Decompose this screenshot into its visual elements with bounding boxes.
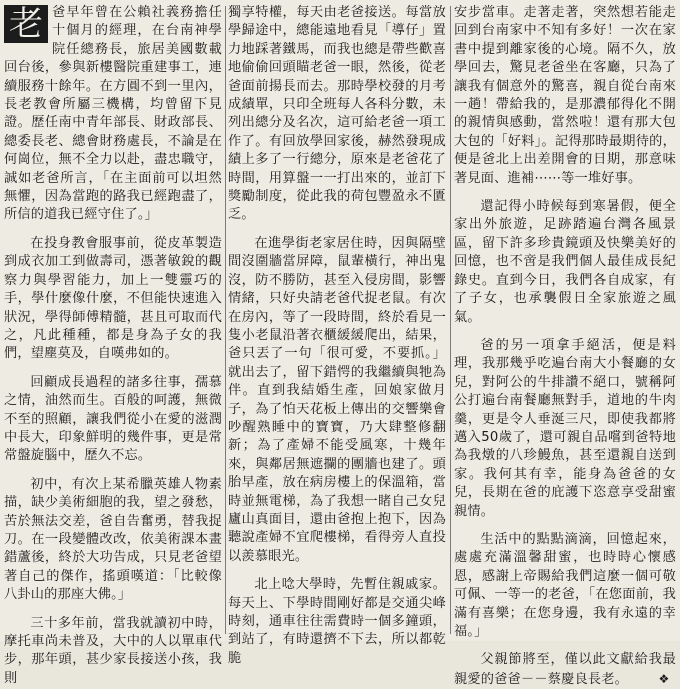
paragraph: 安步當車。走著走著，突然想若能走回到台南家中不知有多好！一次在家書中提到離家後的心境。隔不久，放學回去，驚見老爸坐在客廳，只為了讓我有個意外的驚喜，親自從台南來一趟！帶給我的，是那濃郁得化不開的親情與感動，當然啦！還有那大包大包的「好料」。記得那時最期待的，便是爸北上出差開會的日期，那意味著見面、進補⋯⋯等一堆好事。 bbox=[454, 5, 676, 186]
article-column-2 bbox=[228, 4, 446, 666]
paragraph: 回顧成長過程的諸多往事，孺慕之情，油然而生。百般的呵護，無微不至的照顧，讓我們從小在愛的滋潤中長大，印象鮮明的幾件事，更是常常盤旋腦中，歷久不忘。 bbox=[4, 374, 222, 464]
paragraph: 在投身教會服事前，從皮革製造到成衣加工到做壽司，憑著敏銳的觀察力與學習能力，加上一雙靈巧的手，學什麼像什麼，不但能快速進入狀況，學得師傅精髓，甚且可取而代之，凡此種種，都是身為子女的我們，望塵莫及，自嘆弗如的。 bbox=[4, 235, 222, 362]
paragraph: 北上唸大學時，先暫住親戚家。每天上、下學時間剛好都是交通尖峰時刻，通車往往需費時一個多鐘頭，到站了，有時還擠不下去，所以都乾脆 bbox=[228, 577, 446, 666]
article-column-3 bbox=[454, 4, 676, 687]
paragraph: 生活中的點點滴滴，回憶起來，處處充滿溫馨甜蜜，也時時心懷感恩，感謝上帝賜給我們這麼一個可敬可佩、一等一的老爸，「在您面前，我滿有喜樂；在您身邊，我有永遠的幸福。」 bbox=[454, 531, 676, 639]
paragraph: 爸早年曾在公賴社義務擔任十個月的經理，在台南神學院任總務長，旅居美國數載回台後，參與新樓醫院重建事工，連續服務十餘年。在方圓不到一里內，長老教會所屬三機構，均曾留下見證。歷任南中青年部長、財政部長、總委長老、總會財務處長，不論是在何崗位，無不全力以赴，盡忠職守，誠如老爸所言，「在主面前可以坦然無懼，因為當跑的路我已經跑盡了，所信的道我已經守住了。」 bbox=[4, 5, 222, 223]
column-rule bbox=[450, 6, 451, 634]
paragraph: 獨享特權，每天由老爸接送。每當放學歸途中，總能遠地看見「導仔」置力地踩著鐵馬，而我也總是帶些歡喜地偷偷回頭瞄老爸一眼，然後，從老爸面前揚長而去。那時學校發的月考成績單，只印全班每人各科分數，未列出總分及名次，這可給老爸一項工作了。有回放學回家後，赫然發現成績上多了一行總分，原來是老爸花了時間，用算盤一一打出來的，並訂下獎勵制度，從此我的荷包豐盈永不匱乏。 bbox=[228, 5, 446, 223]
article-column-1 bbox=[4, 4, 222, 686]
paragraph: 初中，有次上某希臘英雄人物素描，缺少美術細胞的我，望之發愁，苦於無法交差，爸自告奮勇，替我捉刀。在一段變體改改，依美術課本畫錯蘆後，終於大功告成，只見老爸望著自己的傑作，搖頭嘆道：「比較像八卦山的那座大佛。」 bbox=[4, 476, 222, 603]
paragraph: 爸的另一項拿手絕活，便是料理，我那幾乎吃遍台南大小餐廳的女兒，對阿公的牛排讚不絕口，號稱阿公打遍台南餐廳無對手，道地的牛肉羹，更是令人垂涎三尺，即使我都將邁入50歲了，還可親自品嚐到爸特地為我燉的八珍鰻魚，甚至還親自送到家。我何其有幸，能身為爸爸的女兒，長期在爸的庇護下恣意享受甜蜜親情。 bbox=[454, 337, 676, 519]
end-ornament-icon: ❖ bbox=[658, 671, 670, 686]
dedication-text: 父親節將至，僅以此文獻給我最親愛的爸爸－－蔡慶良長老。 bbox=[454, 652, 676, 687]
closing-paragraph bbox=[454, 651, 676, 689]
paragraph: 三十多年前，當我就讀初中時，摩托車尚未普及，大中的人以單車代步，那年頭，甚少家長接送小孩，我則 bbox=[4, 615, 222, 686]
paragraph: 還記得小時候每到寒暑假，便全家出外旅遊，足跡踏遍台灣各風景區，留下許多珍貴鏡頭及快樂美好的回憶，也不啻是我們個人最佳成長紀錄史。直到今日，我們各自成家，有了子女，也承襲假日全家旅遊之風氣。 bbox=[454, 199, 676, 325]
paragraph: 在進學街老家居住時，因與隔壁間沒圍牆當屏障，鼠輩橫行，神出鬼沒，防不勝防，甚至入侵房間，影響情緒，只好央請老爸代捉老鼠。有次在房內，等了一段時間，終於看見一隻小老鼠沿著衣櫃緩緩爬出，結果，爸只丟了一句「很可愛，不要抓。」就出去了，留下錯愕的我繼續與牠為伴。直到我結婚生產，回娘家做月子，為了怕天花板上傳出的交響樂會吵醒熟睡中的寶寶，乃大肆整修翻新；為了產婦不能受風寒，十幾年來，與鄰居無遮攔的團牆也建了。頭胎早產，放在病房樓上的保溫箱，當時並無電梯，為了我想一睹自己女兒廬山真面目，還由爸抱上抱下，因為聽說產婦不宜爬樓梯，看得旁人直投以羨慕眼光。 bbox=[228, 235, 446, 564]
drop-cap: 老 bbox=[4, 5, 48, 43]
column-rule bbox=[225, 6, 226, 634]
